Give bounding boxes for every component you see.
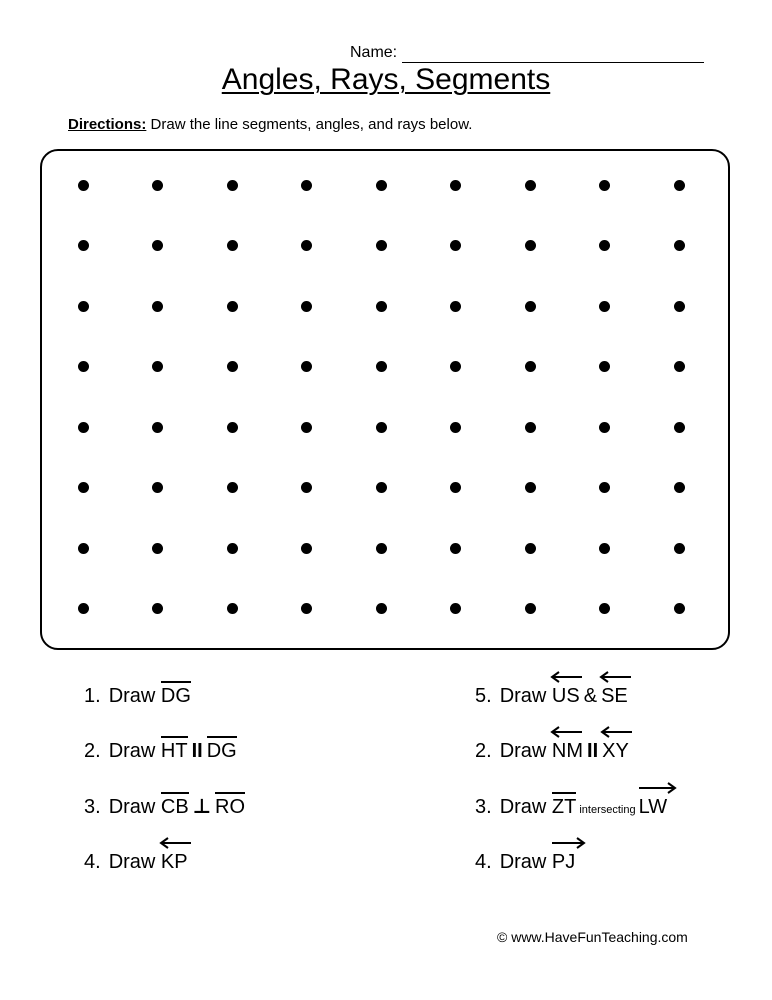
ray-label <box>602 739 629 763</box>
grid-dot[interactable] <box>78 180 89 191</box>
ray-label <box>552 684 580 708</box>
grid-dot[interactable] <box>599 301 610 312</box>
grid-dot[interactable] <box>227 180 238 191</box>
task-verb: Draw <box>499 851 547 873</box>
ray-text: LW <box>638 796 668 818</box>
grid-dot[interactable] <box>78 240 89 251</box>
grid-dot[interactable] <box>599 603 610 614</box>
grid-dot[interactable] <box>525 180 536 191</box>
grid-dot[interactable] <box>301 603 312 614</box>
task-3 <box>84 795 245 819</box>
grid-dot[interactable] <box>525 603 536 614</box>
grid-dot[interactable] <box>376 482 387 493</box>
task-2 <box>84 739 237 763</box>
grid-dot[interactable] <box>78 361 89 372</box>
grid-dot[interactable] <box>525 301 536 312</box>
task-6 <box>475 739 629 763</box>
task-5 <box>475 684 628 708</box>
task-number: 2. <box>84 740 101 762</box>
task-verb: Draw <box>108 740 156 762</box>
grid-dot[interactable] <box>525 482 536 493</box>
task-4 <box>84 850 188 874</box>
parallel-symbol: II <box>191 740 203 762</box>
task-number: 5. <box>475 685 492 707</box>
grid-dot[interactable] <box>450 603 461 614</box>
task-8 <box>475 850 575 874</box>
grid-dot[interactable] <box>450 543 461 554</box>
grid-dot[interactable] <box>450 361 461 372</box>
grid-dot[interactable] <box>376 422 387 433</box>
grid-dot[interactable] <box>376 180 387 191</box>
segment-label: CB <box>160 796 189 818</box>
grid-dot[interactable] <box>525 240 536 251</box>
grid-dot[interactable] <box>674 603 685 614</box>
grid-dot[interactable] <box>599 180 610 191</box>
perpendicular-symbol: ⊥ <box>192 796 211 818</box>
ray-text: KP <box>160 851 188 873</box>
grid-dot[interactable] <box>450 301 461 312</box>
grid-dot[interactable] <box>525 543 536 554</box>
grid-dot[interactable] <box>152 482 163 493</box>
grid-dot[interactable] <box>301 361 312 372</box>
segment-label: RO <box>215 796 245 818</box>
task-verb: Draw <box>108 851 156 873</box>
grid-dot[interactable] <box>599 361 610 372</box>
page-title: Angles, Rays, Segments <box>221 63 551 96</box>
grid-dot[interactable] <box>376 361 387 372</box>
grid-dot[interactable] <box>301 240 312 251</box>
grid-dot[interactable] <box>599 482 610 493</box>
grid-dot[interactable] <box>152 361 163 372</box>
directions-text: Draw the line segments, angles, and rays below. <box>150 116 473 133</box>
grid-dot[interactable] <box>674 180 685 191</box>
grid-dot[interactable] <box>78 422 89 433</box>
grid-dot[interactable] <box>525 422 536 433</box>
grid-dot[interactable] <box>78 603 89 614</box>
grid-dot[interactable] <box>301 543 312 554</box>
grid-dot[interactable] <box>450 422 461 433</box>
ray-text: PJ <box>551 851 576 873</box>
grid-dot[interactable] <box>301 482 312 493</box>
left-arrow-icon <box>600 726 634 738</box>
grid-dot[interactable] <box>152 422 163 433</box>
task-number: 3. <box>84 796 101 818</box>
task-number: 1. <box>84 685 101 707</box>
task-verb: Draw <box>499 740 547 762</box>
name-label: Name: <box>350 44 398 61</box>
grid-dot[interactable] <box>450 180 461 191</box>
grid-dot[interactable] <box>152 543 163 554</box>
task-verb: Draw <box>108 796 156 818</box>
grid-dot[interactable] <box>301 180 312 191</box>
segment-label: DG <box>160 685 191 707</box>
grid-dot[interactable] <box>674 482 685 493</box>
grid-dot[interactable] <box>450 240 461 251</box>
task-7 <box>475 795 667 822</box>
left-arrow-icon <box>550 726 584 738</box>
grid-dot[interactable] <box>525 361 536 372</box>
ray-text: XY <box>602 740 629 762</box>
grid-dot[interactable] <box>227 422 238 433</box>
task-number: 4. <box>475 851 492 873</box>
left-arrow-icon <box>550 671 584 683</box>
grid-dot[interactable] <box>599 240 610 251</box>
segment-label: ZT <box>551 796 577 818</box>
grid-dot[interactable] <box>227 301 238 312</box>
task-number: 2. <box>475 740 492 762</box>
grid-dot[interactable] <box>674 361 685 372</box>
ray-text: US <box>551 685 580 707</box>
grid-dot[interactable] <box>78 482 89 493</box>
grid-dot[interactable] <box>674 422 685 433</box>
grid-dot[interactable] <box>674 301 685 312</box>
ray-label <box>639 795 668 819</box>
ray-label <box>161 850 188 874</box>
grid-dot[interactable] <box>227 603 238 614</box>
task-verb: Draw <box>108 685 156 707</box>
grid-dot[interactable] <box>227 482 238 493</box>
copyright-footer: © www.HaveFunTeaching.com <box>497 929 688 945</box>
directions-label: Directions: <box>68 116 147 133</box>
dot-grid-box[interactable] <box>40 149 730 650</box>
segment-label: HT <box>160 740 188 762</box>
left-arrow-icon <box>599 671 633 683</box>
grid-dot[interactable] <box>376 240 387 251</box>
grid-dot[interactable] <box>376 301 387 312</box>
ray-text: NM <box>551 740 584 762</box>
and-symbol: & <box>583 685 598 707</box>
right-arrow-icon <box>637 782 677 794</box>
grid-dot[interactable] <box>599 422 610 433</box>
grid-dot[interactable] <box>450 482 461 493</box>
segment-label: DG <box>206 740 237 762</box>
parallel-symbol: II <box>587 740 599 762</box>
left-arrow-icon <box>159 837 193 849</box>
grid-dot[interactable] <box>599 543 610 554</box>
grid-dot[interactable] <box>301 422 312 433</box>
ray-label <box>552 850 575 874</box>
task-verb: Draw <box>499 796 547 818</box>
grid-dot[interactable] <box>227 240 238 251</box>
intersecting-word: intersecting <box>579 804 636 816</box>
grid-dot[interactable] <box>152 180 163 191</box>
grid-dot[interactable] <box>301 301 312 312</box>
right-arrow-icon <box>550 837 586 849</box>
task-number: 3. <box>475 796 492 818</box>
task-number: 4. <box>84 851 101 873</box>
grid-dot[interactable] <box>227 361 238 372</box>
grid-dot[interactable] <box>78 543 89 554</box>
ray-text: SE <box>601 685 628 707</box>
grid-dot[interactable] <box>376 543 387 554</box>
grid-dot[interactable] <box>674 543 685 554</box>
ray-label <box>601 684 628 708</box>
grid-dot[interactable] <box>78 301 89 312</box>
grid-dot[interactable] <box>152 301 163 312</box>
grid-dot[interactable] <box>674 240 685 251</box>
grid-dot[interactable] <box>152 603 163 614</box>
ray-label <box>552 739 583 763</box>
grid-dot[interactable] <box>376 603 387 614</box>
grid-dot[interactable] <box>227 543 238 554</box>
directions <box>68 116 472 133</box>
task-verb: Draw <box>499 685 547 707</box>
grid-dot[interactable] <box>152 240 163 251</box>
task-1 <box>84 684 191 708</box>
